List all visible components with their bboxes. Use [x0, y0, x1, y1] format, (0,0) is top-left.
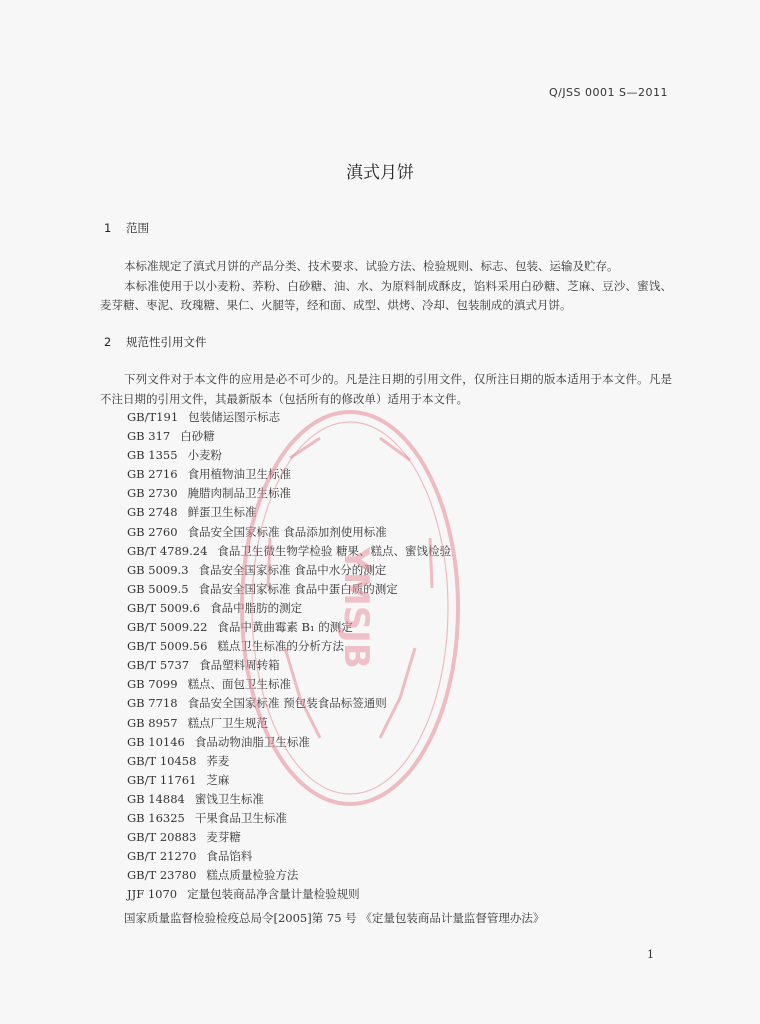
section-1-heading — [104, 220, 149, 236]
reference-item: GB 1355 小麦粉 — [127, 448, 223, 463]
reference-item: GB/T 5009.6 食品中脂肪的测定 — [127, 600, 303, 615]
reference-item: GB/T 20883 麦芽糖 — [127, 830, 241, 845]
section-1-body — [100, 257, 672, 316]
reference-item: GB/T 21270 食品馅料 — [127, 849, 253, 864]
reference-item: GB 2716 食用植物油卫生标准 — [127, 467, 292, 482]
decree-reference: 国家质量监督检验检疫总局令[2005]第 75 号 《定量包装商品计量监督管理办法》 — [124, 911, 545, 925]
reference-item: GB 5009.5 食品安全国家标准 食品中蛋白质的测定 — [127, 581, 398, 596]
section-2-number: 2 — [104, 335, 112, 349]
stamp-lettering: YMSJB — [336, 547, 376, 669]
section-1-paragraph-1: 本标准规定了滇式月饼的产品分类、技术要求、试验方法、检验规则、标志、包装、运输及贮存。 — [124, 259, 619, 273]
reference-item: GB 14884 蜜饯卫生标准 — [127, 791, 264, 806]
document-title: 滇式月饼 — [346, 163, 414, 183]
reference-item: GB/T 5009.56 糕点卫生标准的分析方法 — [127, 639, 344, 654]
reference-list — [127, 408, 451, 904]
reference-item: GB 10146 食品动物油脂卫生标准 — [127, 734, 310, 749]
reference-item: GB 7099 糕点、面包卫生标准 — [127, 677, 292, 692]
reference-item: GB/T 5009.22 食品中黄曲霉素 B₁ 的测定 — [127, 620, 353, 635]
section-2-heading — [104, 334, 207, 350]
reference-item: JJF 1070 定量包装商品净含量计量检验规则 — [127, 887, 360, 902]
reference-item: GB 16325 干果食品卫生标准 — [127, 810, 287, 825]
reference-item: GB 2730 腌腊肉制品卫生标准 — [127, 486, 292, 501]
document-code: Q/JSS 0001 S—2011 — [548, 86, 668, 99]
reference-item: GB 7718 食品安全国家标准 预包装食品标签通则 — [127, 696, 387, 711]
reference-item: GB 5009.3 食品安全国家标准 食品中水分的测定 — [127, 562, 387, 577]
reference-item: GB 2748 鲜蛋卫生标准 — [127, 505, 257, 520]
reference-item: GB/T191 包装储运图示标志 — [127, 410, 281, 424]
reference-item: GB/T 4789.24 食品卫生微生物学检验 糖果、糕点、蜜饯检验 — [127, 543, 452, 558]
section-2-body — [100, 370, 672, 409]
reference-item: GB/T 23780 糕点质量检验方法 — [127, 868, 299, 883]
section-1-number: 1 — [104, 221, 112, 235]
reference-item: GB/T 5737 食品塑料周转箱 — [127, 658, 280, 673]
reference-item: GB/T 11761 芝麻 — [127, 772, 230, 787]
reference-item: GB/T 10458 荞麦 — [127, 753, 230, 768]
section-1-paragraph-2: 本标准使用于以小麦粉、荞粉、白砂糖、油、水、为原料制成酥皮，馅料采用白砂糖、芝麻、豆沙、蜜饯、麦芽糖、枣泥、玫瑰糖、果仁、火腿等，经和面、成型、烘烤、冷却、包装制成的滇式月饼。 — [100, 278, 672, 312]
section-1-title: 范围 — [126, 221, 149, 235]
section-2-title: 规范性引用文件 — [126, 335, 207, 349]
page-number: 1 — [647, 948, 654, 961]
reference-item: GB 317 白砂糖 — [127, 429, 215, 444]
reference-item: GB 8957 糕点厂卫生规范 — [127, 715, 269, 730]
section-2-paragraph-1: 下列文件对于本文件的应用是必不可少的。凡是注日期的引用文件，仅所注日期的版本适用于本文件。凡是不注日期的引用文件，其最新版本（包括所有的修改单）适用于本文件。 — [100, 372, 672, 406]
reference-item: GB 2760 食品安全国家标准 食品添加剂使用标准 — [127, 524, 387, 539]
